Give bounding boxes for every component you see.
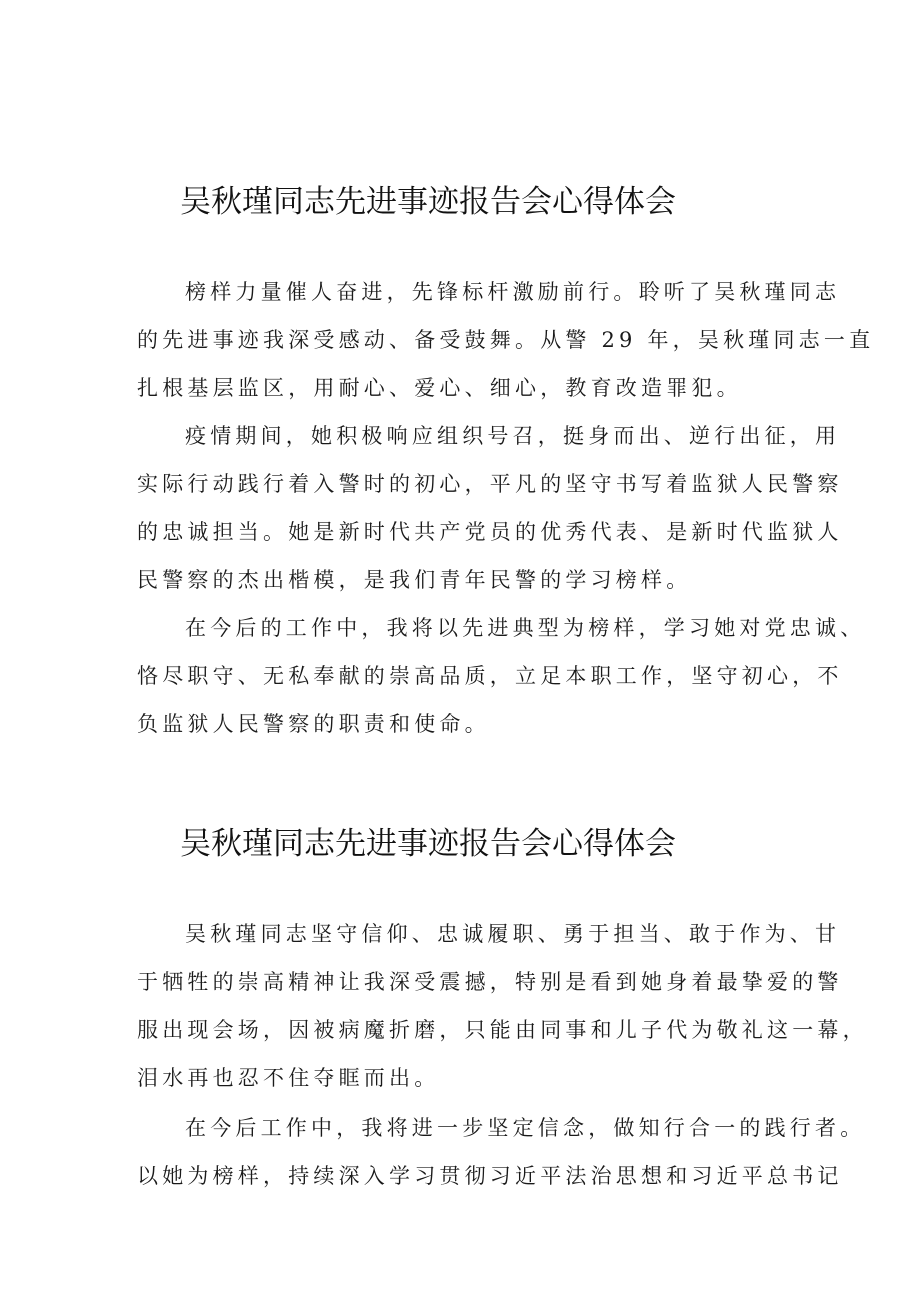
article-title-2: 吴秋瑾同志先进事迹报告会心得体会 xyxy=(180,826,676,862)
paragraph-4-line-3: 服出现会场，因被病魔折磨，只能由同事和儿子代为敬礼这一幕， xyxy=(137,1018,868,1042)
article-title-1: 吴秋瑾同志先进事迹报告会心得体会 xyxy=(180,184,676,220)
paragraph-4-line-4: 泪水再也忍不住夺眶而出。 xyxy=(137,1066,440,1090)
paragraph-2-line-4: 民警察的杰出楷模，是我们青年民警的学习榜样。 xyxy=(137,568,692,592)
paragraph-4-line-2: 于牺牲的崇高精神让我深受震撼，特别是看到她身着最挚爱的警 xyxy=(137,970,843,994)
paragraph-2-line-3: 的忠诚担当。她是新时代共产党员的优秀代表、是新时代监狱人 xyxy=(137,520,843,544)
paragraph-3-line-2: 恪尽职守、无私奉献的崇高品质，立足本职工作，坚守初心，不 xyxy=(137,664,843,688)
paragraph-4-line-1: 吴秋瑾同志坚守信仰、忠诚履职、勇于担当、敢于作为、甘 xyxy=(185,922,841,946)
paragraph-2-line-2: 实际行动践行着入警时的初心，平凡的坚守书写着监狱人民警察 xyxy=(137,472,843,496)
paragraph-2-line-1: 疫情期间，她积极响应组织号召，挺身而出、逆行出征，用 xyxy=(185,424,841,448)
paragraph-3-line-1: 在今后的工作中，我将以先进典型为榜样，学习她对党忠诚、 xyxy=(185,616,866,640)
paragraph-3-line-3: 负监狱人民警察的职责和使命。 xyxy=(137,712,490,736)
paragraph-1-line-1: 榜样力量催人奋进，先锋标杆激励前行。聆听了吴秋瑾同志 xyxy=(185,280,841,304)
paragraph-5-line-1: 在今后工作中，我将进一步坚定信念，做知行合一的践行者。 xyxy=(185,1116,866,1140)
paragraph-1-line-2: 的先进事迹我深受感动、备受鼓舞。从警 29 年，吴秋瑾同志一直 xyxy=(137,328,875,352)
paragraph-1-line-3: 扎根基层监区，用耐心、爱心、细心，教育改造罪犯。 xyxy=(137,376,742,400)
paragraph-5-line-2: 以她为榜样，持续深入学习贯彻习近平法治思想和习近平总书记 xyxy=(137,1164,843,1188)
